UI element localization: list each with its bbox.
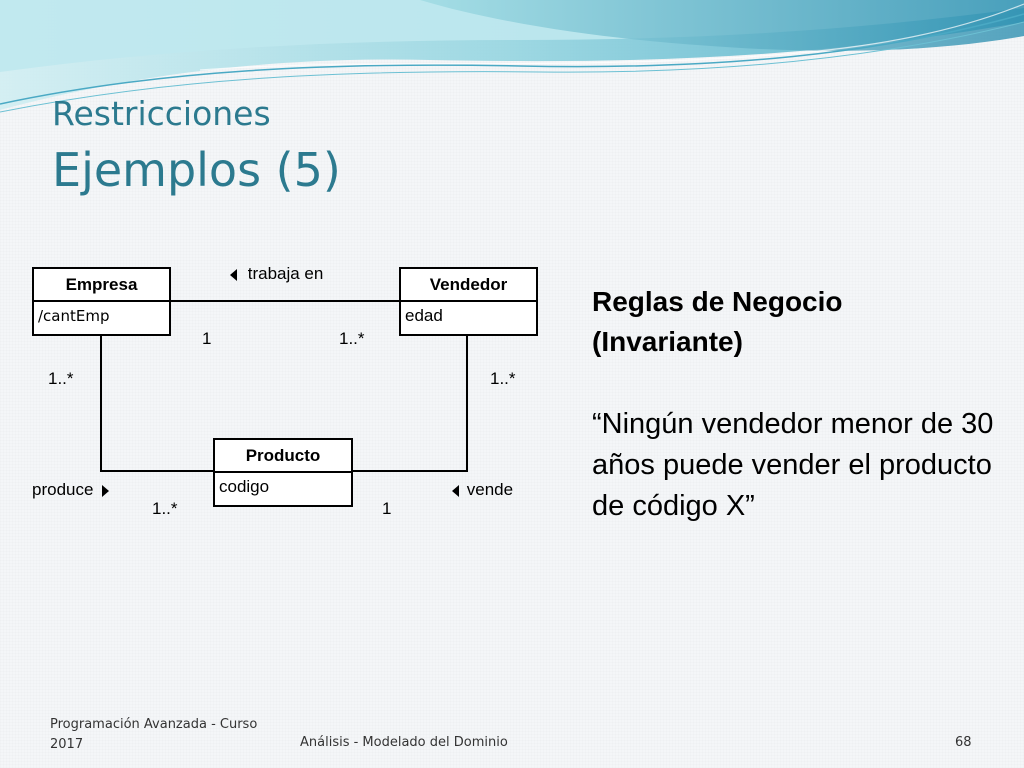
association-label-produce — [32, 480, 109, 500]
vende-text: vende — [466, 480, 514, 499]
class-producto-attribute: codigo — [219, 477, 270, 496]
footer-course: Programación Avanzada - Curso 2017 — [50, 717, 258, 752]
multiplicity-trabaja-en-vendedor: 1..* — [339, 329, 365, 348]
association-line-produce-vertical — [100, 335, 102, 472]
association-line-trabaja-en — [170, 300, 400, 302]
class-producto-name: Producto — [215, 440, 351, 473]
footer-topic: Análisis - Modelado del Dominio — [300, 735, 508, 750]
association-label-vende — [452, 480, 513, 500]
produce-text: produce — [32, 480, 94, 499]
association-line-produce-horizontal — [100, 470, 214, 472]
class-empresa — [32, 267, 171, 336]
multiplicity-produce-producto: 1..* — [152, 499, 178, 518]
footer-page-number: 68 — [955, 735, 972, 750]
class-producto — [213, 438, 353, 507]
association-label-trabaja-en — [230, 264, 323, 284]
class-vendedor-name: Vendedor — [401, 269, 536, 302]
business-rule-text: “Ningún vendedor menor de 30 años puede vender el producto de código X” — [592, 408, 994, 522]
multiplicity-trabaja-en-empresa: 1 — [202, 329, 212, 348]
slide-subtitle: Restricciones — [52, 94, 271, 133]
class-vendedor-attribute: edad — [405, 306, 443, 325]
direction-right-arrow-icon — [102, 485, 109, 497]
multiplicity-produce-empresa: 1..* — [48, 369, 74, 388]
direction-left-arrow-icon — [230, 269, 237, 281]
association-line-vende-vertical — [466, 335, 468, 472]
class-empresa-name: Empresa — [34, 269, 169, 302]
class-vendedor — [399, 267, 538, 336]
trabaja-en-text: trabaja en — [247, 264, 324, 283]
association-line-vende-horizontal — [352, 470, 468, 472]
multiplicity-vende-vendedor: 1..* — [490, 369, 516, 388]
slide-title: Ejemplos (5) — [52, 143, 341, 197]
direction-left-arrow-icon — [452, 485, 459, 497]
business-rules-title: Reglas de Negocio (Invariante) — [592, 286, 843, 357]
class-empresa-attribute: /cantEmp — [38, 307, 110, 325]
multiplicity-vende-producto: 1 — [382, 499, 392, 518]
